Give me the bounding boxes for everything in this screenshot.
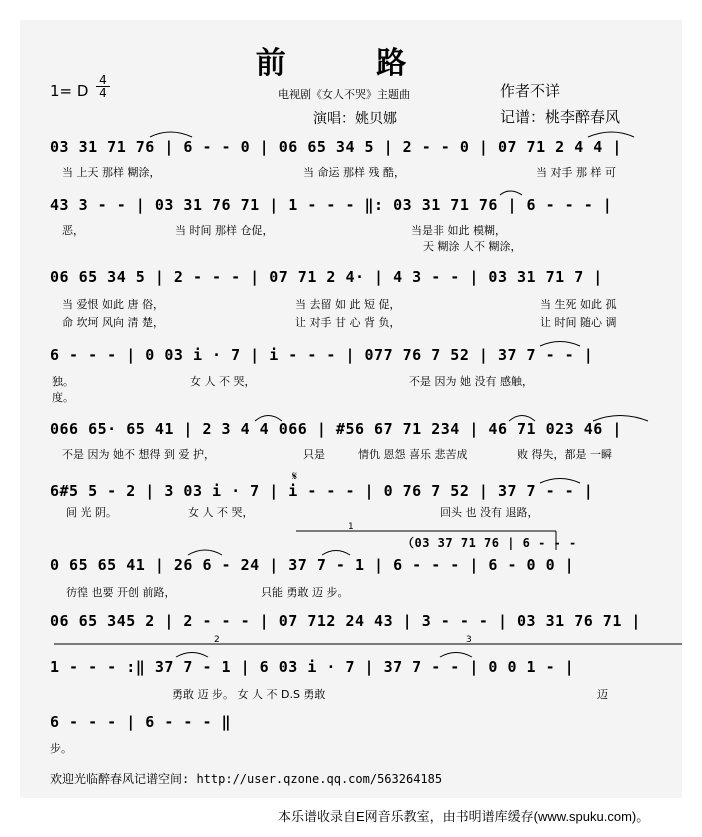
segno-sign: 𝄋 xyxy=(292,469,298,483)
slur xyxy=(540,342,580,347)
system-5-lyric: 不是 因为 她不 想得 到 爱 护， xyxy=(62,448,215,461)
system-6-lyric: 回头 也 没有 退路， xyxy=(440,506,539,519)
system-7-lyric: 彷徨 也要 开创 前路， xyxy=(66,586,176,599)
system-1-notes: 03 31 71 76 | 6 - - 0 | 06 65 34 5 | 2 - - 0 | 07 71 2 4 4 | xyxy=(50,138,622,156)
slur xyxy=(500,191,522,195)
song-title: 前 路 xyxy=(255,46,447,81)
system-3-notes: 06 65 34 5 | 2 - - - | 07 71 2 4· | 4 3 - - | 03 31 71 7 | xyxy=(50,268,603,286)
meter-bottom: 4 xyxy=(96,86,110,99)
system-5-lyric: 败 得失，都是 一瞬 xyxy=(517,448,612,461)
slur xyxy=(540,479,580,484)
system-2-lyric: 当 时间 那样 仓促， xyxy=(175,224,274,237)
system-3-lyric: 当 爱恨 如此 唐 俗， xyxy=(62,298,164,311)
singer: 演唱：姚贝娜 xyxy=(313,111,397,127)
slur xyxy=(593,416,648,422)
system-4-lyric: 度。 xyxy=(52,391,74,404)
system-10-notes: 6 - - - | 6 - - - ‖ xyxy=(50,713,232,731)
key-signature: 1= D xyxy=(50,82,89,100)
transcriber-link[interactable]: 欢迎光临醉春风记谱空间: http://user.qzone.qq.com/563264185 xyxy=(50,772,443,786)
system-3-lyric: 让 时间 随心 调 xyxy=(540,316,617,329)
system-4-lyric: 独。 xyxy=(52,375,74,388)
system-3-lyric: 当 生死 如此 孤 xyxy=(540,298,617,311)
system-2-notes: 43 3 - - | 03 31 76 71 | 1 - - - ‖: 03 31 71 76 | 6 - - - | xyxy=(50,196,613,214)
system-3-lyric: 让 对手 甘 心 背 负， xyxy=(295,316,401,329)
system-1-lyric: 当 对手 那 样 可 xyxy=(536,166,616,179)
source-note: 本乐谱收录自E网音乐教室，由书明谱库缓存(www.spuku.com)。 xyxy=(278,809,650,824)
system-4-notes: 6 - - - | 0 03 i · 7 | i - - - | 077 76 7 52 | 37 7 - - | xyxy=(50,346,594,364)
system-5-notes: 066 65· 65 41 | 2 3 4 4 066 | #56 67 71 234 | 46 71 023 46 | xyxy=(50,420,622,438)
slur xyxy=(440,653,472,658)
system-6-notes: 6#5 5 - 2 | 3 03 i · 7 | i - - - | 0 76 7 52 | 37 7 - - | xyxy=(50,482,594,500)
system-1-lyric: 当 命运 那样 残 酷， xyxy=(303,166,405,179)
transcriber: 记谱：桃李醉春风 xyxy=(500,108,621,126)
system-5-lyric: 情仇 恩怨 喜乐 悲苦成 xyxy=(358,448,468,461)
subtitle: 电视剧《女人不哭》主题曲 xyxy=(278,88,410,101)
slur xyxy=(322,551,350,556)
volta-number: 1 xyxy=(348,522,354,532)
system-4-lyric: 女 人 不 哭， xyxy=(190,375,256,388)
system-3-lyric: 命 坎坷 风向 清 楚， xyxy=(62,316,164,329)
system-4-lyric: 不是 因为 她 没有 感触， xyxy=(409,375,533,388)
system-1-lyric: 当 上天 那样 糊涂， xyxy=(62,166,161,179)
system-2-lyric: 恶， xyxy=(62,224,84,237)
system-9-notes: 1 - - - :‖ 37 7 - 1 | 6 03 i · 7 | 37 7 - - | 0 0 1 - | xyxy=(50,658,575,676)
system-6-lyric: 间 光 阴。 xyxy=(66,506,117,519)
system-7-lyric: 只能 勇敢 迈 步。 xyxy=(261,586,349,599)
meter-top: 4 xyxy=(99,73,107,87)
system-6-lyric: 女 人 不 哭， xyxy=(188,506,254,519)
system-9-lyric: 勇敢 迈 步。 女 人 不 D.S 勇敢 xyxy=(172,688,326,701)
system-8-notes: 06 65 345 2 | 2 - - - | 07 712 24 43 | 3 - - - | 03 31 76 71 | xyxy=(50,612,641,630)
slur xyxy=(255,416,282,422)
system-3-lyric: 当 去留 如 此 短 促， xyxy=(295,298,401,311)
system-2-lyric: 当是非 如此 模糊， xyxy=(411,224,506,237)
slur xyxy=(176,653,208,658)
system-10-lyric: 步。 xyxy=(50,742,72,755)
system-7-notes: 0 65 65 41 | 26 6 - 24 | 37 7 - 1 | 6 - - - | 6 - 0 0 | xyxy=(50,556,575,574)
slur xyxy=(150,132,192,137)
composer: 作者不详 xyxy=(500,82,561,100)
slur xyxy=(588,132,634,137)
system-9-lyric: 迈 xyxy=(597,688,608,701)
volta-number: 2 xyxy=(214,635,220,645)
slur xyxy=(188,550,222,555)
ending-bracket-notes: （03 37 71 76 | 6 - - - xyxy=(402,536,577,550)
system-2-lyric: 天 糊涂 人不 糊涂， xyxy=(423,240,522,253)
slur xyxy=(509,416,535,422)
volta-number: 3 xyxy=(466,635,472,645)
system-5-lyric: 只是 xyxy=(303,448,325,461)
